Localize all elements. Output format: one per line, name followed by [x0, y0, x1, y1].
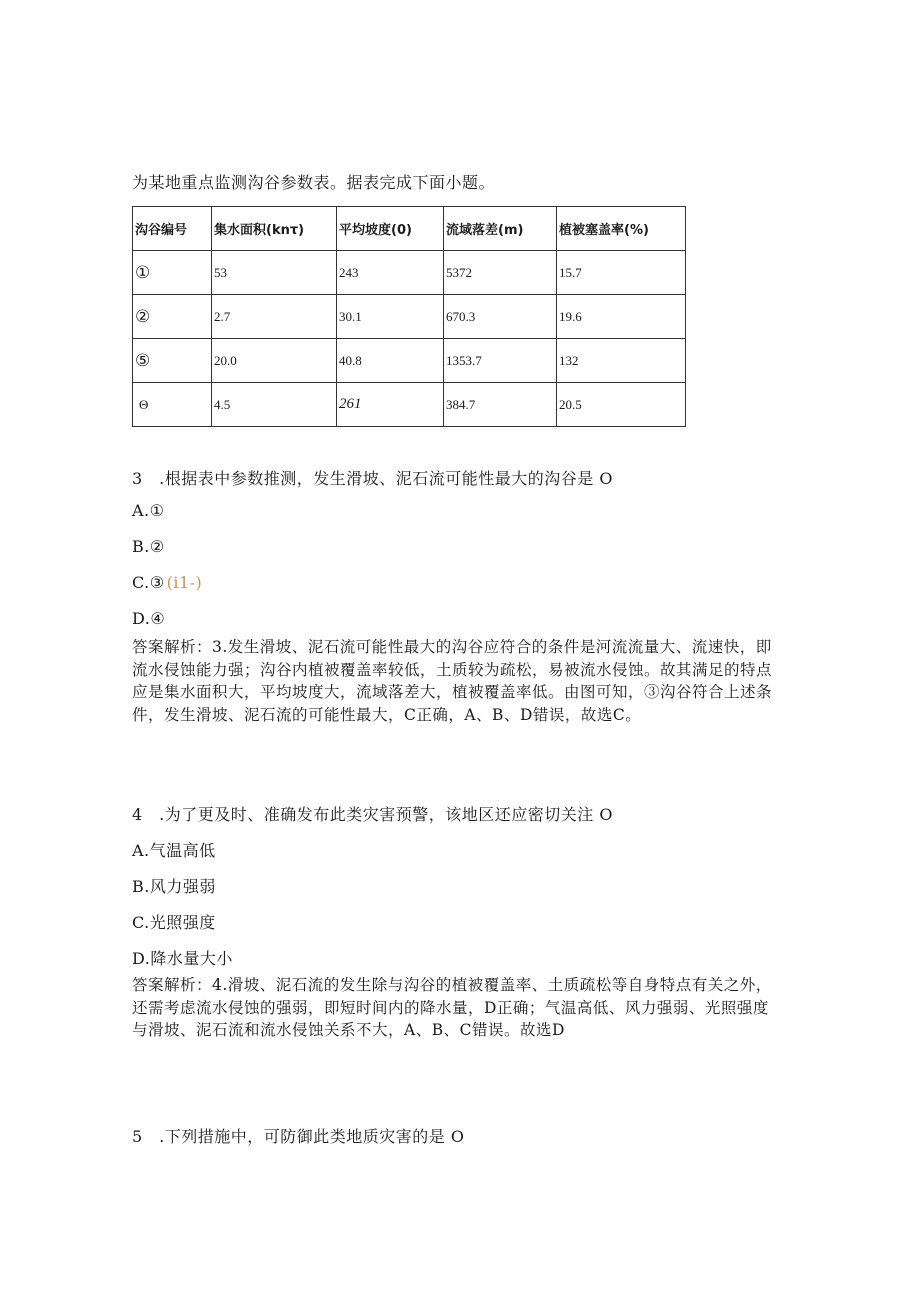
table-row	[133, 339, 686, 383]
header-average-slope: 平均坡度(0)	[337, 207, 444, 251]
intro-text: 为某地重点监测沟谷参数表。据表完成下面小题。	[132, 173, 496, 192]
header-vegetation-coverage: 植被塞盖率(%)	[557, 207, 686, 251]
question-3-answer-explanation: 答案解析：3.发生滑坡、泥石流可能性最大的沟谷应符合的条件是河流流量大、流速快，即流水侵蚀能力强；沟谷内植被覆盖率较低，土质较为疏松，易被流水侵蚀。故其满足的特点应是集水面积大，平均坡度大，流域落差大，植被覆盖率低。由图可知，③沟谷符合上述条件，发生滑坡、泥石流的可能性最大，C正确，A、B、D错误，故选C。	[132, 638, 773, 724]
question-4-stem: 4 .为了更及时、准确发布此类灾害预警，该地区还应密切关注 O	[132, 805, 613, 824]
cell-catchment-area: 2.7	[212, 295, 337, 339]
question-3-stem: 3 .根据表中参数推测，发生滑坡、泥石流可能性最大的沟谷是 O	[132, 469, 613, 488]
table-row	[133, 295, 686, 339]
cell-gully-id: Θ	[133, 383, 212, 427]
cell-gully-id: ⑤	[133, 339, 212, 383]
cell-average-slope: 243	[337, 251, 444, 295]
cell-catchment-area: 53	[212, 251, 337, 295]
cell-elevation-drop: 384.7	[444, 383, 557, 427]
header-gully-id: 沟谷编号	[133, 207, 212, 251]
cell-elevation-drop: 670.3	[444, 295, 557, 339]
option-c-text: C.③	[132, 573, 165, 592]
question-4-option-d: D.降水量大小	[132, 949, 233, 968]
cell-average-slope: 30.1	[337, 295, 444, 339]
header-catchment-area: 集水面积(knτ)	[212, 207, 337, 251]
cell-catchment-area: 20.0	[212, 339, 337, 383]
table-row	[133, 383, 686, 427]
cell-vegetation-coverage: 132	[557, 339, 686, 383]
cell-gully-id: ①	[133, 251, 212, 295]
cell-elevation-drop: 1353.7	[444, 339, 557, 383]
cell-vegetation-coverage: 20.5	[557, 383, 686, 427]
question-4-answer-explanation: 答案解析：4.滑坡、泥石流的发生除与沟谷的植被覆盖率、土质疏松等自身特点有关之外，还需考虑流水侵蚀的强弱，即短时间内的降水量，D正确；气温高低、风力强弱、光照强度与滑坡、泥石流和流水侵蚀关系不大，A、B、C错误。故选D	[132, 976, 772, 1039]
cell-vegetation-coverage: 15.7	[557, 251, 686, 295]
handwritten-mark: (i1-)	[166, 573, 203, 592]
question-3-option-b: B.②	[132, 537, 165, 556]
header-elevation-drop: 流域落差(m)	[444, 207, 557, 251]
question-4-option-b: B.风力强弱	[132, 877, 216, 896]
table-header-row	[133, 207, 686, 251]
cell-average-slope: 261	[337, 383, 444, 427]
question-5-stem: 5 .下列措施中，可防御此类地质灾害的是 O	[132, 1127, 465, 1146]
question-3-option-c	[132, 573, 202, 592]
question-4-option-c: C.光照强度	[132, 913, 216, 932]
cell-vegetation-coverage: 19.6	[557, 295, 686, 339]
question-4-option-a: A.气温高低	[132, 841, 216, 860]
cell-elevation-drop: 5372	[444, 251, 557, 295]
question-3-option-d: D.④	[132, 609, 166, 628]
table-row	[133, 251, 686, 295]
gully-parameter-table	[132, 206, 686, 427]
cell-gully-id: ②	[133, 295, 212, 339]
question-3-option-a: A.①	[132, 501, 165, 520]
cell-catchment-area: 4.5	[212, 383, 337, 427]
cell-average-slope: 40.8	[337, 339, 444, 383]
